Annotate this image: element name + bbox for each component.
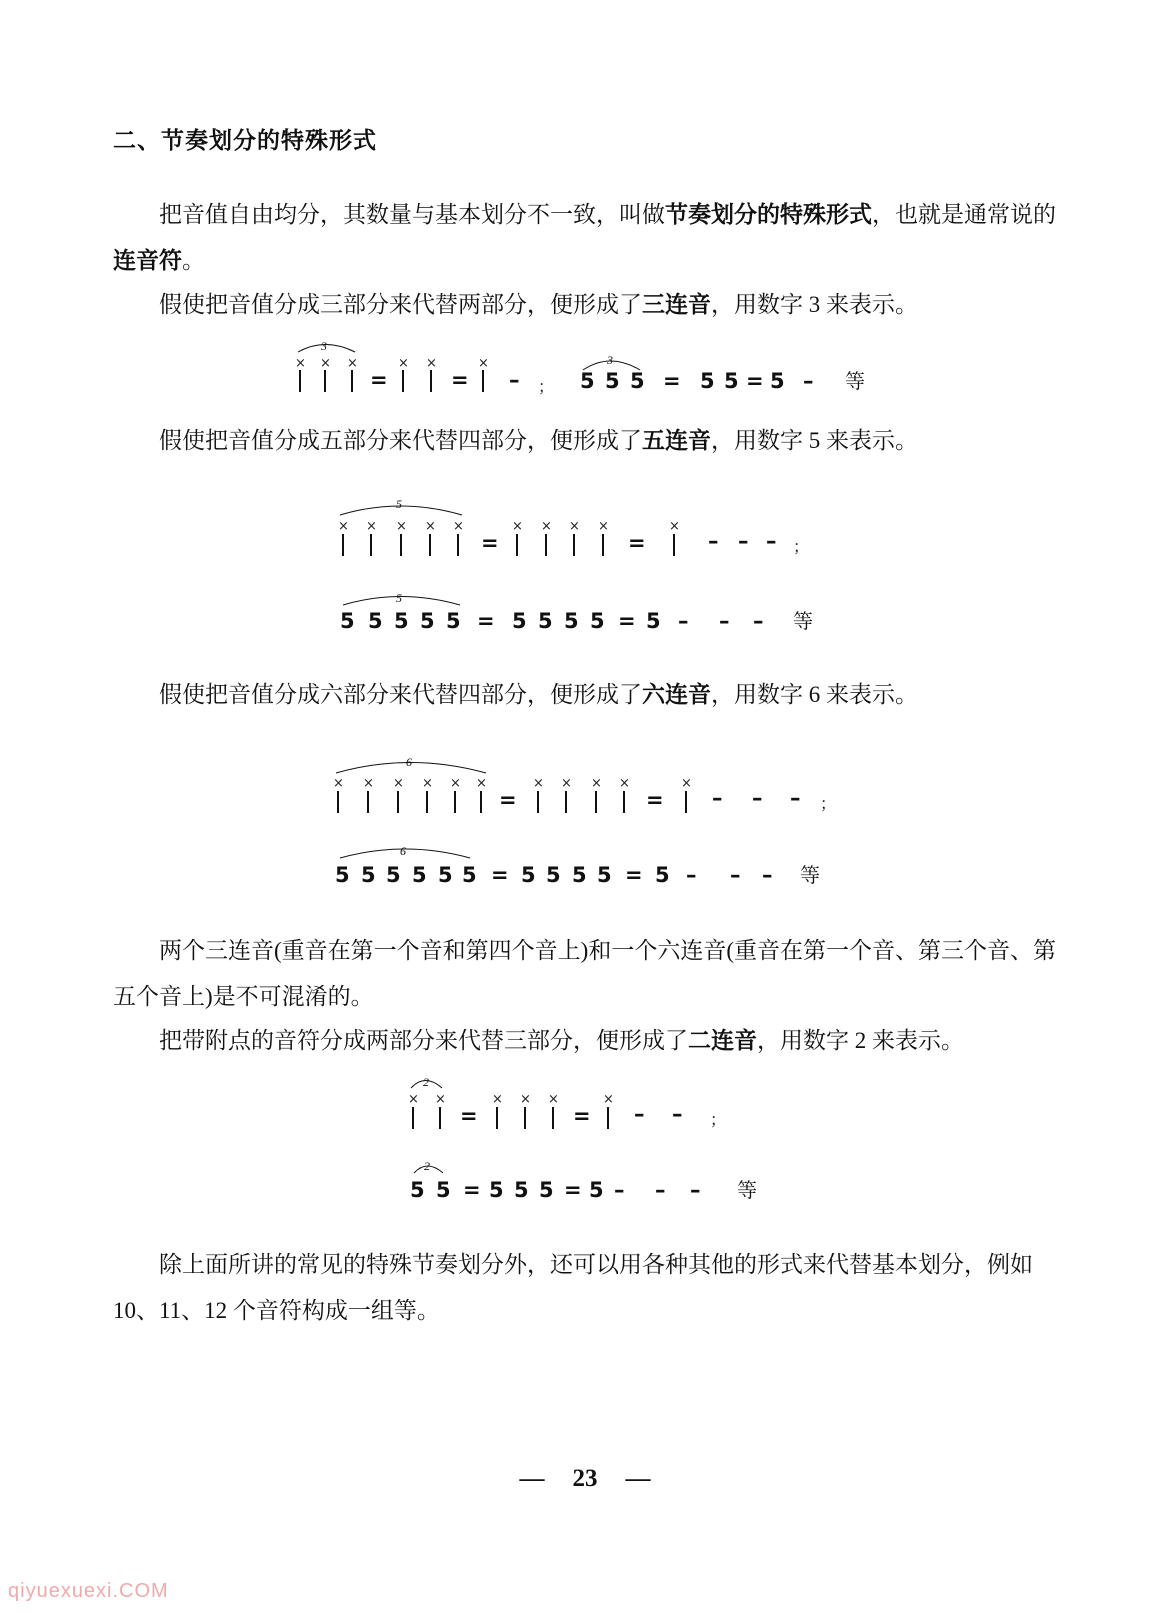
svg-text:×: × [669,519,680,534]
svg-text:=: = [746,369,764,393]
term-tuplet: 连音符 [113,248,182,273]
svg-text:=: = [573,1104,591,1128]
term-triplet: 三连音 [642,292,711,317]
sextuplet-number: 6 [406,755,412,769]
svg-text:×: × [435,1092,446,1107]
duplet-jianpu-example [410,1159,757,1202]
term-special-form: 节奏划分的特殊形式 [665,202,872,227]
svg-text:5: 5 [462,863,477,887]
svg-text:5: 5 [597,863,612,887]
svg-text:=: = [481,531,499,555]
svg-text:×: × [425,519,436,534]
triplet-rhythm-example [295,339,554,396]
svg-text:×: × [408,1092,419,1107]
svg-text:×: × [338,519,349,534]
svg-text:×: × [347,356,358,371]
svg-text:×: × [569,519,580,534]
triplet-jianpu-example [580,353,865,393]
term-sextuplet: 六连音 [642,682,711,707]
svg-text:×: × [426,356,437,371]
svg-text:5: 5 [410,1178,425,1202]
svg-text:×: × [492,1092,503,1107]
svg-text:×: × [393,776,404,791]
svg-text:–: – [686,863,697,887]
svg-text:5: 5 [724,369,739,393]
svg-text:–: – [655,1178,666,1202]
svg-text:×: × [320,356,331,371]
svg-text:=: = [460,1104,478,1128]
page-number: — 23 — [519,1465,651,1492]
svg-text:–: – [738,529,749,553]
svg-text:等: 等 [800,865,820,887]
svg-text:×: × [478,356,489,371]
svg-text:×: × [398,356,409,371]
svg-text:5: 5 [630,369,645,393]
svg-text:5: 5 [514,1178,529,1202]
svg-text:–: – [730,863,741,887]
svg-text:×: × [422,776,433,791]
paragraph-distinction: 两个三连音(重音在第一个音和第四个音上)和一个六连音(重音在第一个音、第三个音、第五个音上)是不可混淆的。 [113,938,1056,1009]
svg-text:=: = [491,863,509,887]
svg-text:–: – [719,609,730,633]
svg-text:×: × [512,519,523,534]
svg-text:×: × [476,776,487,791]
svg-text:–: – [634,1102,645,1126]
svg-text:×: × [450,776,461,791]
svg-text:5: 5 [340,609,355,633]
svg-text:5: 5 [368,609,383,633]
svg-text:5: 5 [386,863,401,887]
svg-text:=: = [499,788,517,812]
svg-text:×: × [598,519,609,534]
duplet-number: 2 [423,1075,429,1089]
svg-text:；: ； [820,796,837,813]
svg-text:–: – [678,609,689,633]
svg-text:×: × [533,776,544,791]
svg-text:×: × [548,1092,559,1107]
svg-text:×: × [333,776,344,791]
svg-text:5: 5 [580,369,595,393]
paragraph-quintuplet: 假使把音值分成五部分来代替四部分，便形成了五连音，用数字 5 来表示。 [159,428,918,453]
svg-text:–: – [803,369,814,393]
duplet-rhythm-example [408,1075,726,1129]
quintuplet-number: 5 [396,497,402,511]
svg-text:–: – [614,1178,625,1202]
svg-text:–: – [790,786,801,810]
svg-text:5: 5 [489,1178,504,1202]
svg-text:=: = [463,1178,481,1202]
svg-text:×: × [520,1092,531,1107]
sextuplet-rhythm-example [333,755,836,813]
svg-text:等: 等 [793,611,813,633]
svg-text:=: = [564,1178,582,1202]
svg-text:等: 等 [737,1180,757,1202]
svg-text:5: 5 [412,863,427,887]
svg-text:–: – [753,609,764,633]
sextuplet-jianpu-example [335,844,820,887]
paragraph-duplet: 把带附点的音符分成两部分来代替三部分，便形成了二连音，用数字 2 来表示。 [159,1028,964,1053]
svg-text:=: = [618,609,636,633]
term-duplet: 二连音 [688,1028,757,1053]
svg-text:–: – [766,529,777,553]
section-heading: 二、节奏划分的特殊形式 [113,128,377,154]
svg-text:×: × [603,1092,614,1107]
svg-text:×: × [681,776,692,791]
svg-text:5: 5 [770,369,785,393]
sextuplet-number: 6 [400,844,406,858]
svg-text:5: 5 [546,863,561,887]
svg-text:–: – [672,1102,683,1126]
dash: – [509,368,520,392]
paragraph-other-forms: 除上面所讲的常见的特殊节奏划分外，还可以用各种其他的形式来代替基本划分，例如 10、11、12 个音符构成一组等。 [113,1252,1033,1323]
duplet-number: 2 [424,1159,430,1173]
svg-text:=: = [663,369,681,393]
svg-text:=: = [625,863,643,887]
svg-text:×: × [541,519,552,534]
svg-text:5: 5 [589,1178,604,1202]
triplet-number: 3 [607,353,613,367]
paragraph-sextuplet: 假使把音值分成六部分来代替四部分，便形成了六连音，用数字 6 来表示。 [159,682,918,707]
svg-text:–: – [752,786,763,810]
paragraph-triplet: 假使把音值分成三部分来代替两部分，便形成了三连音，用数字 3 来表示。 [159,292,918,317]
svg-text:5: 5 [564,609,579,633]
svg-text:5: 5 [335,863,350,887]
equals-sign: = [451,368,469,392]
equals-sign: = [370,368,388,392]
svg-text:×: × [561,776,572,791]
triplet-number: 3 [321,339,327,353]
svg-text:–: – [712,786,723,810]
svg-text:5: 5 [521,863,536,887]
svg-text:×: × [453,519,464,534]
svg-text:×: × [366,519,377,534]
svg-text:=: = [646,788,664,812]
svg-text:–: – [690,1178,701,1202]
svg-text:5: 5 [700,369,715,393]
svg-text:=: = [477,609,495,633]
svg-text:5: 5 [512,609,527,633]
svg-text:×: × [619,776,630,791]
svg-text:5: 5 [605,369,620,393]
svg-text:5: 5 [539,1178,554,1202]
svg-text:–: – [762,863,773,887]
svg-text:5: 5 [361,863,376,887]
watermark-logo: qiyuexuexi.COM [8,1580,169,1602]
svg-text:5: 5 [590,609,605,633]
svg-text:5: 5 [646,609,661,633]
svg-text:5: 5 [538,609,553,633]
svg-text:5: 5 [446,609,461,633]
svg-text:5: 5 [572,863,587,887]
term-quintuplet: 五连音 [642,428,711,453]
svg-text:5: 5 [436,1178,451,1202]
svg-text:5: 5 [394,609,409,633]
svg-text:5: 5 [655,863,670,887]
svg-text:；: ； [710,1112,727,1129]
svg-text:–: – [708,529,719,553]
deng-label: 等 [845,371,865,393]
svg-text:=: = [628,531,646,555]
svg-text:×: × [363,776,374,791]
paragraph-intro: 把音值自由均分，其数量与基本划分不一致，叫做节奏划分的特殊形式，也就是通常说的连音符。 [113,202,1056,273]
svg-text:×: × [295,356,306,371]
quintuplet-rhythm-example [338,497,809,556]
quintuplet-number: 5 [396,591,402,605]
semicolon: ； [538,379,555,396]
svg-text:5: 5 [420,609,435,633]
svg-text:5: 5 [438,863,453,887]
quintuplet-jianpu-example [340,591,813,633]
svg-text:；: ； [793,539,810,556]
svg-text:×: × [396,519,407,534]
svg-text:×: × [591,776,602,791]
